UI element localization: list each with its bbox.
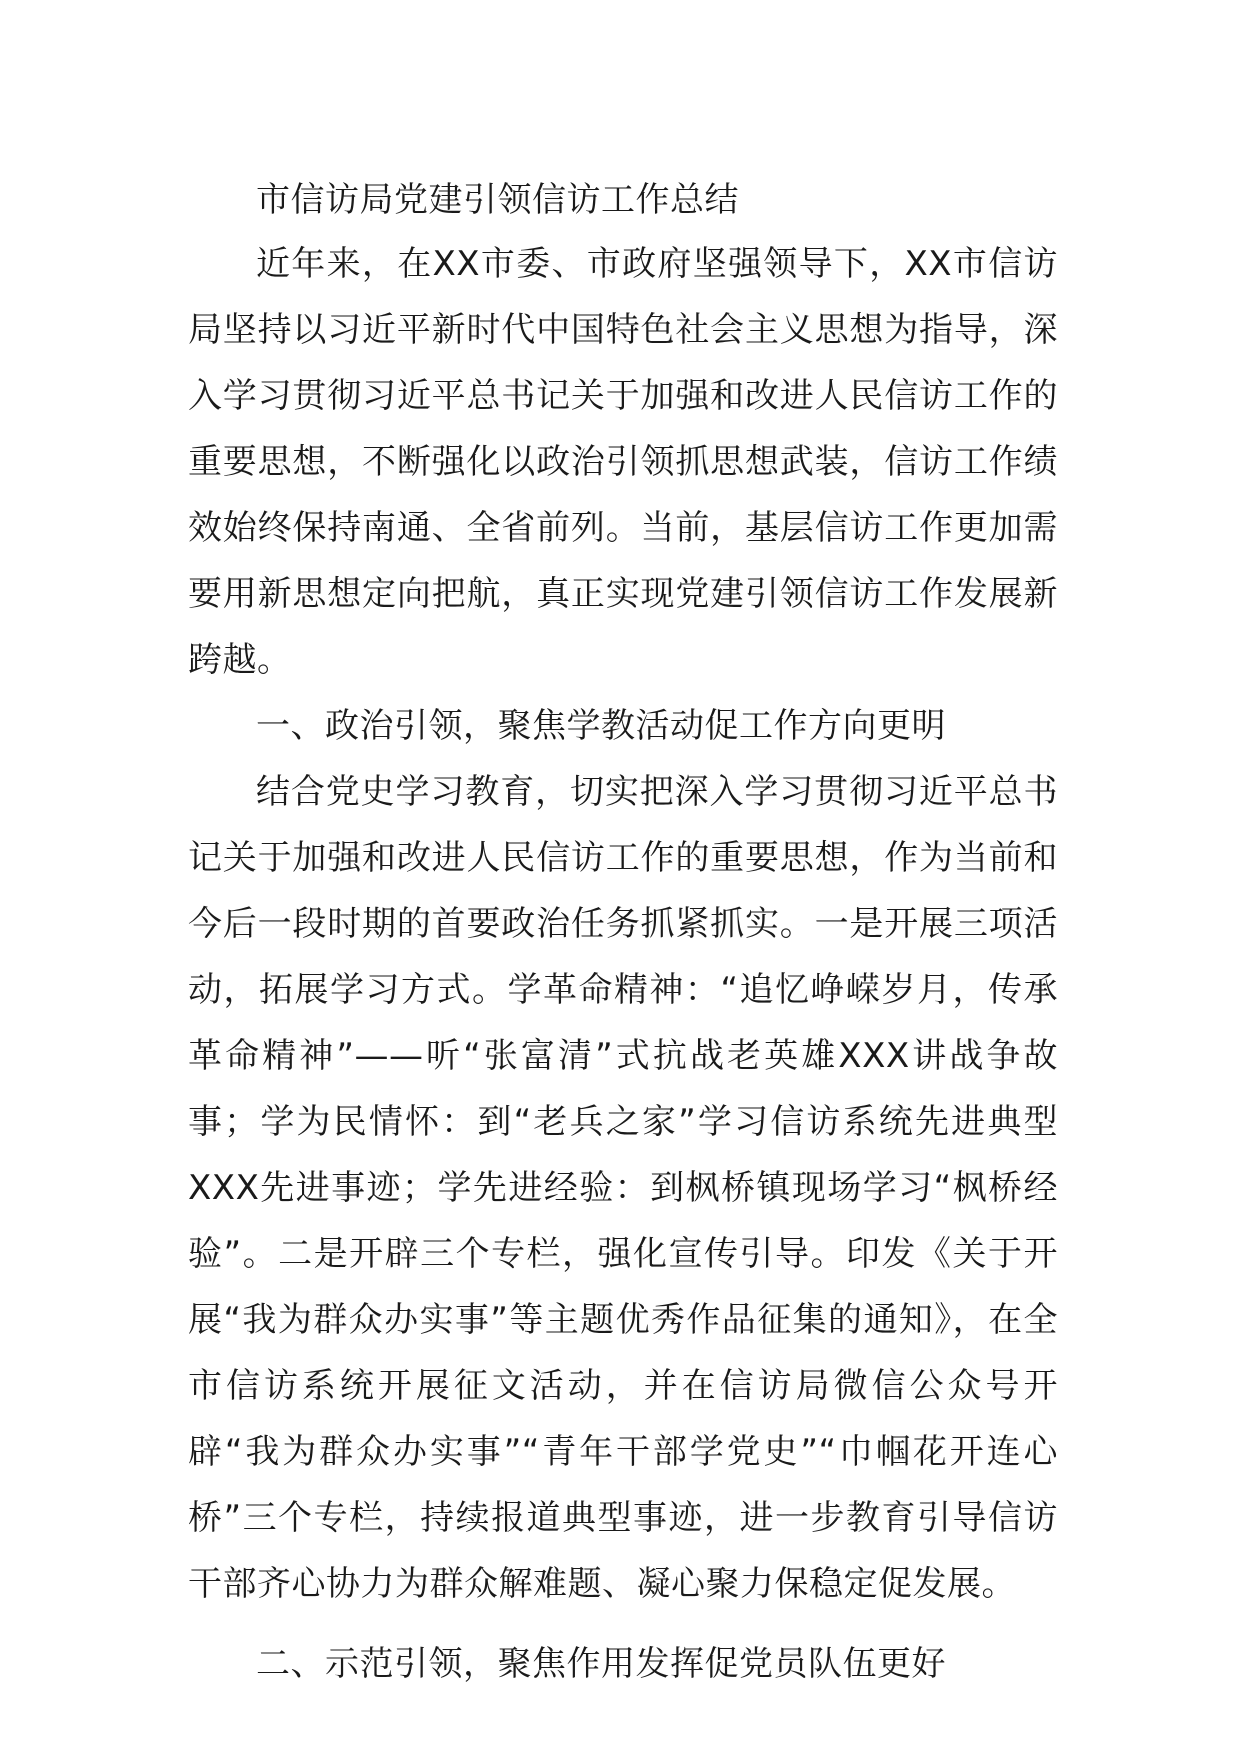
section-2-heading: 二、示范引领，聚焦作用发挥促党员队伍更好 — [256, 1644, 946, 1684]
document-title: 市信访局党建引领信访工作总结 — [256, 180, 739, 220]
document-body — [188, 167, 1058, 1697]
section-1-heading: 一、政治引领，聚焦学教活动促工作方向更明 — [256, 706, 946, 746]
section-1-paragraph: 结合党史学习教育，切实把深入学习贯彻习近平总书记关于加强和改进人民信访工作的重要思想，作为当前和今后一段时期的首要政治任务抓紧抓实。一是开展三项活动，拓展学习方式。学革命精神：“追忆峥嵘岁月，传承革命精神”——听“张富清”式抗战老英雄XXX讲战争故事；学为民情怀：到“老兵之家”学习信访系统先进典型XXX先进事迹；学先进经验：到枫桥镇现场学习“枫桥经验”。二是开辟三个专栏，强化宣传引导。印发《关于开展“我为群众办实事”等主题优秀作品征集的通知》，在全市信访系统开展征文活动，并在信访局微信公众号开辟“我为群众办实事”“青年干部学党史”“巾帼花开连心桥”三个专栏，持续报道典型事迹，进一步教育引导信访干部齐心协力为群众解难题、凝心聚力保稳定促发展。 — [188, 772, 1058, 1604]
intro-paragraph: 近年来，在XX市委、市政府坚强领导下，XX市信访局坚持以习近平新时代中国特色社会主义思想为指导，深入学习贯彻习近平总书记关于加强和改进人民信访工作的重要思想，不断强化以政治引领抓思想武装，信访工作绩效始终保持南通、全省前列。当前，基层信访工作更加需要用新思想定向把航，真正实现党建引领信访工作发展新跨越。 — [188, 244, 1058, 680]
